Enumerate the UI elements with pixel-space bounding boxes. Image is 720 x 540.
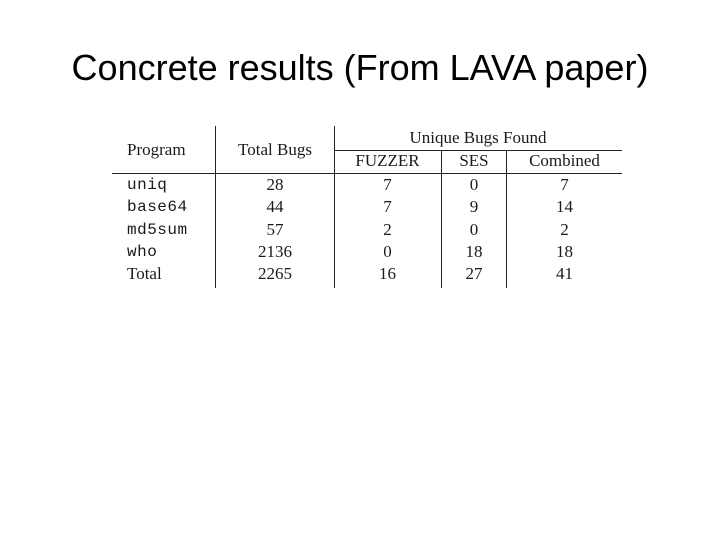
results-table — [112, 124, 622, 288]
table-row-fuzzer: 2 — [383, 220, 392, 239]
table-row-total: 2136 — [258, 242, 292, 261]
header-ses: SES — [459, 151, 489, 170]
table-row-combined: 18 — [556, 242, 573, 261]
slide-title: Concrete results (From LAVA paper) — [71, 47, 649, 88]
table-row-program: who — [127, 243, 158, 261]
table-row-total: 2265 — [258, 264, 292, 283]
table-row-ses: 0 — [469, 175, 479, 194]
header-combined: Combined — [529, 151, 600, 170]
header-fuzzer: FUZZER — [355, 151, 420, 170]
table-row-fuzzer: 7 — [383, 175, 392, 194]
table-row-program: md5sum — [127, 221, 188, 239]
table-row-ses: 18 — [465, 242, 483, 261]
table-row-ses: 27 — [465, 264, 483, 283]
table-row-ses: 0 — [469, 220, 479, 239]
table-row-combined: 14 — [556, 197, 573, 216]
table-row-program: uniq — [127, 176, 168, 194]
table-row-combined: 41 — [556, 264, 573, 283]
table-row-total: 44 — [266, 197, 284, 216]
table-row-total: 28 — [266, 175, 284, 194]
header-unique-bugs-found: Unique Bugs Found — [409, 128, 547, 147]
table-row-program: Total — [127, 264, 162, 283]
table-row-program: base64 — [127, 198, 188, 216]
table-row-fuzzer: 16 — [379, 264, 396, 283]
table-row-combined: 7 — [560, 175, 569, 194]
table-row-fuzzer: 7 — [383, 197, 392, 216]
header-total-bugs: Total Bugs — [238, 140, 312, 159]
table-row-fuzzer: 0 — [383, 242, 392, 261]
table-row-total: 57 — [266, 220, 284, 239]
header-bottom-rule — [112, 173, 622, 174]
table-row-combined: 2 — [560, 220, 569, 239]
table-row-ses: 9 — [469, 197, 479, 216]
header-program: Program — [127, 140, 186, 159]
